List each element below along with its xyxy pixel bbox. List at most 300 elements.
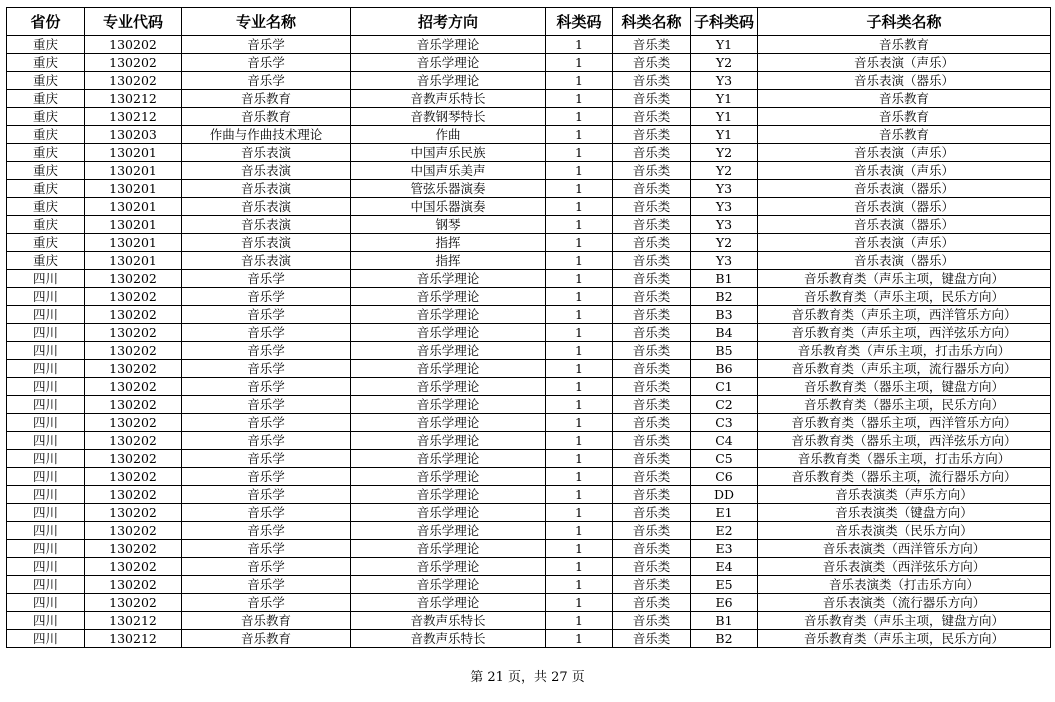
cell-category-name: 音乐类 bbox=[613, 576, 691, 594]
table-row bbox=[7, 306, 1051, 324]
cell-subcategory-name: 音乐表演（器乐） bbox=[758, 198, 1051, 216]
cell-category-name: 音乐类 bbox=[613, 468, 691, 486]
cell-category-code: 1 bbox=[546, 342, 613, 360]
table-row bbox=[7, 468, 1051, 486]
cell-province: 四川 bbox=[7, 306, 85, 324]
cell-category-name: 音乐类 bbox=[613, 522, 691, 540]
cell-province: 重庆 bbox=[7, 234, 85, 252]
table-row bbox=[7, 162, 1051, 180]
table-row bbox=[7, 72, 1051, 90]
header-category-name: 科类名称 bbox=[613, 8, 691, 36]
cell-direction: 音教钢琴特长 bbox=[351, 108, 546, 126]
cell-category-code: 1 bbox=[546, 90, 613, 108]
cell-major-name: 音乐教育 bbox=[182, 108, 351, 126]
cell-category-code: 1 bbox=[546, 126, 613, 144]
cell-major-code: 130202 bbox=[85, 378, 182, 396]
cell-major-code: 130201 bbox=[85, 144, 182, 162]
cell-major-name: 音乐教育 bbox=[182, 630, 351, 648]
cell-category-name: 音乐类 bbox=[613, 216, 691, 234]
table-row bbox=[7, 198, 1051, 216]
cell-province: 四川 bbox=[7, 396, 85, 414]
cell-direction: 音乐学理论 bbox=[351, 504, 546, 522]
cell-subcategory-name: 音乐表演（器乐） bbox=[758, 252, 1051, 270]
table-row bbox=[7, 378, 1051, 396]
cell-subcategory-name: 音乐表演类（西洋弦乐方向） bbox=[758, 558, 1051, 576]
cell-category-code: 1 bbox=[546, 396, 613, 414]
cell-subcategory-name: 音乐表演（器乐） bbox=[758, 216, 1051, 234]
cell-major-code: 130202 bbox=[85, 54, 182, 72]
cell-category-name: 音乐类 bbox=[613, 324, 691, 342]
cell-major-code: 130201 bbox=[85, 180, 182, 198]
cell-direction: 音乐学理论 bbox=[351, 270, 546, 288]
cell-category-code: 1 bbox=[546, 270, 613, 288]
header-major-name: 专业名称 bbox=[182, 8, 351, 36]
cell-subcategory-name: 音乐表演类（民乐方向） bbox=[758, 522, 1051, 540]
cell-subcategory-code: E2 bbox=[691, 522, 758, 540]
cell-category-name: 音乐类 bbox=[613, 432, 691, 450]
cell-subcategory-code: C5 bbox=[691, 450, 758, 468]
cell-category-name: 音乐类 bbox=[613, 360, 691, 378]
cell-province: 四川 bbox=[7, 414, 85, 432]
table-row bbox=[7, 216, 1051, 234]
cell-category-name: 音乐类 bbox=[613, 396, 691, 414]
cell-category-code: 1 bbox=[546, 432, 613, 450]
cell-subcategory-code: Y3 bbox=[691, 72, 758, 90]
cell-province: 四川 bbox=[7, 558, 85, 576]
cell-province: 四川 bbox=[7, 342, 85, 360]
cell-major-code: 130202 bbox=[85, 504, 182, 522]
cell-subcategory-code: B2 bbox=[691, 630, 758, 648]
table-row bbox=[7, 126, 1051, 144]
cell-province: 重庆 bbox=[7, 90, 85, 108]
table-row bbox=[7, 360, 1051, 378]
cell-direction: 指挥 bbox=[351, 252, 546, 270]
cell-direction: 音乐学理论 bbox=[351, 486, 546, 504]
cell-major-code: 130201 bbox=[85, 234, 182, 252]
table-row bbox=[7, 180, 1051, 198]
cell-major-name: 音乐学 bbox=[182, 378, 351, 396]
cell-major-code: 130201 bbox=[85, 198, 182, 216]
table-row bbox=[7, 144, 1051, 162]
cell-subcategory-code: B6 bbox=[691, 360, 758, 378]
cell-major-name: 音乐表演 bbox=[182, 198, 351, 216]
cell-category-code: 1 bbox=[546, 378, 613, 396]
cell-province: 四川 bbox=[7, 468, 85, 486]
cell-category-name: 音乐类 bbox=[613, 504, 691, 522]
cell-category-name: 音乐类 bbox=[613, 306, 691, 324]
cell-major-code: 130202 bbox=[85, 432, 182, 450]
cell-major-code: 130202 bbox=[85, 306, 182, 324]
cell-major-name: 音乐学 bbox=[182, 486, 351, 504]
cell-major-code: 130212 bbox=[85, 612, 182, 630]
cell-direction: 音乐学理论 bbox=[351, 522, 546, 540]
cell-category-code: 1 bbox=[546, 450, 613, 468]
cell-subcategory-name: 音乐教育类（声乐主项，民乐方向） bbox=[758, 630, 1051, 648]
cell-subcategory-name: 音乐教育类（声乐主项，民乐方向） bbox=[758, 288, 1051, 306]
cell-category-name: 音乐类 bbox=[613, 72, 691, 90]
cell-major-name: 音乐表演 bbox=[182, 216, 351, 234]
cell-direction: 中国乐器演奏 bbox=[351, 198, 546, 216]
cell-major-code: 130202 bbox=[85, 468, 182, 486]
cell-province: 重庆 bbox=[7, 144, 85, 162]
cell-major-code: 130202 bbox=[85, 558, 182, 576]
cell-subcategory-code: C1 bbox=[691, 378, 758, 396]
cell-subcategory-name: 音乐教育类（器乐主项，打击乐方向） bbox=[758, 450, 1051, 468]
cell-province: 四川 bbox=[7, 288, 85, 306]
cell-major-code: 130201 bbox=[85, 252, 182, 270]
cell-category-name: 音乐类 bbox=[613, 288, 691, 306]
cell-major-code: 130202 bbox=[85, 486, 182, 504]
cell-major-code: 130202 bbox=[85, 522, 182, 540]
cell-major-name: 音乐学 bbox=[182, 576, 351, 594]
table-row bbox=[7, 630, 1051, 648]
cell-subcategory-name: 音乐教育类（声乐主项，流行器乐方向） bbox=[758, 360, 1051, 378]
cell-subcategory-name: 音乐教育 bbox=[758, 108, 1051, 126]
cell-major-name: 音乐学 bbox=[182, 468, 351, 486]
cell-major-name: 音乐学 bbox=[182, 306, 351, 324]
table-row bbox=[7, 108, 1051, 126]
table-row bbox=[7, 54, 1051, 72]
cell-category-name: 音乐类 bbox=[613, 234, 691, 252]
cell-subcategory-name: 音乐教育类（器乐主项，流行器乐方向） bbox=[758, 468, 1051, 486]
cell-direction: 音乐学理论 bbox=[351, 558, 546, 576]
cell-direction: 管弦乐器演奏 bbox=[351, 180, 546, 198]
cell-category-code: 1 bbox=[546, 468, 613, 486]
cell-subcategory-code: DD bbox=[691, 486, 758, 504]
cell-category-code: 1 bbox=[546, 54, 613, 72]
cell-category-code: 1 bbox=[546, 216, 613, 234]
cell-subcategory-code: C3 bbox=[691, 414, 758, 432]
table-row bbox=[7, 270, 1051, 288]
cell-direction: 音教声乐特长 bbox=[351, 630, 546, 648]
cell-province: 四川 bbox=[7, 504, 85, 522]
cell-category-code: 1 bbox=[546, 576, 613, 594]
table-row bbox=[7, 234, 1051, 252]
table-row bbox=[7, 252, 1051, 270]
cell-direction: 中国声乐民族 bbox=[351, 144, 546, 162]
cell-subcategory-code: Y2 bbox=[691, 234, 758, 252]
cell-category-code: 1 bbox=[546, 306, 613, 324]
cell-major-name: 音乐表演 bbox=[182, 162, 351, 180]
cell-major-code: 130202 bbox=[85, 414, 182, 432]
cell-category-code: 1 bbox=[546, 504, 613, 522]
cell-category-name: 音乐类 bbox=[613, 36, 691, 54]
table-row bbox=[7, 432, 1051, 450]
data-table bbox=[6, 7, 1051, 648]
cell-major-code: 130202 bbox=[85, 36, 182, 54]
cell-major-name: 音乐表演 bbox=[182, 234, 351, 252]
cell-category-name: 音乐类 bbox=[613, 180, 691, 198]
cell-major-code: 130202 bbox=[85, 360, 182, 378]
cell-direction: 音乐学理论 bbox=[351, 540, 546, 558]
cell-direction: 钢琴 bbox=[351, 216, 546, 234]
cell-province: 四川 bbox=[7, 594, 85, 612]
cell-direction: 音乐学理论 bbox=[351, 342, 546, 360]
cell-subcategory-code: B1 bbox=[691, 270, 758, 288]
table-row bbox=[7, 522, 1051, 540]
cell-category-name: 音乐类 bbox=[613, 414, 691, 432]
table-row bbox=[7, 288, 1051, 306]
cell-subcategory-name: 音乐教育类（器乐主项，民乐方向） bbox=[758, 396, 1051, 414]
cell-province: 四川 bbox=[7, 612, 85, 630]
cell-major-name: 音乐表演 bbox=[182, 144, 351, 162]
cell-category-code: 1 bbox=[546, 612, 613, 630]
cell-direction: 音乐学理论 bbox=[351, 324, 546, 342]
cell-major-name: 音乐学 bbox=[182, 594, 351, 612]
cell-province: 重庆 bbox=[7, 198, 85, 216]
cell-subcategory-code: E6 bbox=[691, 594, 758, 612]
cell-major-name: 音乐教育 bbox=[182, 90, 351, 108]
cell-category-name: 音乐类 bbox=[613, 108, 691, 126]
table-body bbox=[7, 36, 1051, 648]
header-direction: 招考方向 bbox=[351, 8, 546, 36]
cell-major-code: 130212 bbox=[85, 630, 182, 648]
cell-category-code: 1 bbox=[546, 540, 613, 558]
cell-category-code: 1 bbox=[546, 288, 613, 306]
cell-province: 四川 bbox=[7, 576, 85, 594]
cell-category-name: 音乐类 bbox=[613, 630, 691, 648]
cell-subcategory-code: Y3 bbox=[691, 252, 758, 270]
cell-subcategory-code: B1 bbox=[691, 612, 758, 630]
cell-major-name: 音乐学 bbox=[182, 288, 351, 306]
cell-category-code: 1 bbox=[546, 36, 613, 54]
cell-province: 四川 bbox=[7, 540, 85, 558]
cell-direction: 音乐学理论 bbox=[351, 414, 546, 432]
table-row bbox=[7, 576, 1051, 594]
cell-subcategory-code: Y2 bbox=[691, 54, 758, 72]
cell-province: 重庆 bbox=[7, 126, 85, 144]
cell-subcategory-name: 音乐表演类（流行器乐方向） bbox=[758, 594, 1051, 612]
cell-major-code: 130212 bbox=[85, 108, 182, 126]
cell-subcategory-name: 音乐教育类（声乐主项，西洋管乐方向） bbox=[758, 306, 1051, 324]
cell-province: 重庆 bbox=[7, 72, 85, 90]
cell-category-name: 音乐类 bbox=[613, 486, 691, 504]
table-row bbox=[7, 36, 1051, 54]
cell-province: 重庆 bbox=[7, 216, 85, 234]
table-row bbox=[7, 540, 1051, 558]
cell-major-name: 作曲与作曲技术理论 bbox=[182, 126, 351, 144]
cell-province: 重庆 bbox=[7, 54, 85, 72]
cell-category-code: 1 bbox=[546, 144, 613, 162]
cell-subcategory-name: 音乐教育类（声乐主项，键盘方向） bbox=[758, 270, 1051, 288]
cell-province: 四川 bbox=[7, 324, 85, 342]
cell-subcategory-code: Y3 bbox=[691, 180, 758, 198]
table-row bbox=[7, 324, 1051, 342]
cell-major-code: 130202 bbox=[85, 72, 182, 90]
header-subcategory-name: 子科类名称 bbox=[758, 8, 1051, 36]
cell-direction: 音乐学理论 bbox=[351, 360, 546, 378]
cell-province: 重庆 bbox=[7, 162, 85, 180]
cell-major-name: 音乐学 bbox=[182, 504, 351, 522]
cell-subcategory-name: 音乐教育类（声乐主项，打击乐方向） bbox=[758, 342, 1051, 360]
cell-subcategory-code: C2 bbox=[691, 396, 758, 414]
page-number: 第 21 页，共 27 页 bbox=[470, 670, 585, 685]
cell-major-name: 音乐学 bbox=[182, 414, 351, 432]
cell-category-code: 1 bbox=[546, 486, 613, 504]
cell-category-name: 音乐类 bbox=[613, 90, 691, 108]
header-province: 省份 bbox=[7, 8, 85, 36]
cell-major-code: 130212 bbox=[85, 90, 182, 108]
cell-major-code: 130202 bbox=[85, 324, 182, 342]
table-row bbox=[7, 450, 1051, 468]
cell-category-code: 1 bbox=[546, 324, 613, 342]
cell-subcategory-code: Y2 bbox=[691, 144, 758, 162]
cell-subcategory-code: Y1 bbox=[691, 108, 758, 126]
cell-province: 四川 bbox=[7, 378, 85, 396]
cell-major-code: 130202 bbox=[85, 270, 182, 288]
cell-category-code: 1 bbox=[546, 522, 613, 540]
cell-major-code: 130202 bbox=[85, 594, 182, 612]
cell-subcategory-code: Y3 bbox=[691, 198, 758, 216]
table-row bbox=[7, 414, 1051, 432]
cell-major-name: 音乐学 bbox=[182, 342, 351, 360]
cell-category-name: 音乐类 bbox=[613, 378, 691, 396]
cell-subcategory-name: 音乐表演（声乐） bbox=[758, 234, 1051, 252]
cell-direction: 音乐学理论 bbox=[351, 36, 546, 54]
cell-category-code: 1 bbox=[546, 252, 613, 270]
header-category-code: 科类码 bbox=[546, 8, 613, 36]
cell-major-name: 音乐教育 bbox=[182, 612, 351, 630]
cell-province: 四川 bbox=[7, 270, 85, 288]
cell-subcategory-code: E1 bbox=[691, 504, 758, 522]
cell-subcategory-name: 音乐表演（器乐） bbox=[758, 180, 1051, 198]
cell-major-code: 130202 bbox=[85, 396, 182, 414]
cell-category-code: 1 bbox=[546, 198, 613, 216]
cell-category-name: 音乐类 bbox=[613, 162, 691, 180]
cell-subcategory-code: Y1 bbox=[691, 90, 758, 108]
cell-direction: 音乐学理论 bbox=[351, 594, 546, 612]
cell-subcategory-name: 音乐表演（器乐） bbox=[758, 72, 1051, 90]
cell-major-name: 音乐学 bbox=[182, 324, 351, 342]
cell-category-name: 音乐类 bbox=[613, 270, 691, 288]
header-row bbox=[7, 8, 1051, 36]
cell-category-name: 音乐类 bbox=[613, 558, 691, 576]
cell-category-code: 1 bbox=[546, 630, 613, 648]
cell-major-code: 130202 bbox=[85, 288, 182, 306]
cell-direction: 音教声乐特长 bbox=[351, 90, 546, 108]
cell-major-name: 音乐学 bbox=[182, 72, 351, 90]
cell-subcategory-code: C6 bbox=[691, 468, 758, 486]
cell-direction: 音乐学理论 bbox=[351, 576, 546, 594]
cell-category-code: 1 bbox=[546, 108, 613, 126]
cell-province: 重庆 bbox=[7, 36, 85, 54]
header-major-code: 专业代码 bbox=[85, 8, 182, 36]
cell-category-name: 音乐类 bbox=[613, 126, 691, 144]
cell-category-name: 音乐类 bbox=[613, 144, 691, 162]
cell-subcategory-code: Y2 bbox=[691, 162, 758, 180]
cell-major-name: 音乐学 bbox=[182, 540, 351, 558]
cell-direction: 音乐学理论 bbox=[351, 54, 546, 72]
cell-province: 重庆 bbox=[7, 108, 85, 126]
cell-major-code: 130202 bbox=[85, 576, 182, 594]
cell-subcategory-code: Y1 bbox=[691, 36, 758, 54]
cell-direction: 音乐学理论 bbox=[351, 432, 546, 450]
cell-direction: 音乐学理论 bbox=[351, 450, 546, 468]
cell-subcategory-name: 音乐表演（声乐） bbox=[758, 162, 1051, 180]
cell-category-name: 音乐类 bbox=[613, 540, 691, 558]
cell-category-code: 1 bbox=[546, 360, 613, 378]
cell-direction: 指挥 bbox=[351, 234, 546, 252]
table-row bbox=[7, 612, 1051, 630]
cell-province: 四川 bbox=[7, 630, 85, 648]
cell-subcategory-code: Y3 bbox=[691, 216, 758, 234]
cell-major-code: 130202 bbox=[85, 450, 182, 468]
cell-subcategory-code: B4 bbox=[691, 324, 758, 342]
cell-direction: 音乐学理论 bbox=[351, 468, 546, 486]
cell-direction: 音乐学理论 bbox=[351, 378, 546, 396]
cell-category-name: 音乐类 bbox=[613, 594, 691, 612]
cell-direction: 音乐学理论 bbox=[351, 396, 546, 414]
cell-major-name: 音乐学 bbox=[182, 432, 351, 450]
cell-subcategory-code: E3 bbox=[691, 540, 758, 558]
cell-major-name: 音乐学 bbox=[182, 396, 351, 414]
cell-subcategory-code: E4 bbox=[691, 558, 758, 576]
cell-subcategory-name: 音乐教育类（器乐主项，西洋管乐方向） bbox=[758, 414, 1051, 432]
cell-subcategory-name: 音乐教育类（声乐主项，键盘方向） bbox=[758, 612, 1051, 630]
cell-category-code: 1 bbox=[546, 180, 613, 198]
cell-major-name: 音乐学 bbox=[182, 450, 351, 468]
cell-province: 四川 bbox=[7, 486, 85, 504]
cell-province: 重庆 bbox=[7, 180, 85, 198]
cell-major-code: 130201 bbox=[85, 216, 182, 234]
cell-direction: 作曲 bbox=[351, 126, 546, 144]
cell-subcategory-name: 音乐表演类（声乐方向） bbox=[758, 486, 1051, 504]
cell-major-code: 130202 bbox=[85, 540, 182, 558]
cell-subcategory-name: 音乐教育 bbox=[758, 126, 1051, 144]
cell-category-code: 1 bbox=[546, 162, 613, 180]
cell-major-name: 音乐学 bbox=[182, 522, 351, 540]
header-subcategory-code: 子科类码 bbox=[691, 8, 758, 36]
cell-major-code: 130201 bbox=[85, 162, 182, 180]
cell-category-code: 1 bbox=[546, 414, 613, 432]
cell-direction: 中国声乐美声 bbox=[351, 162, 546, 180]
cell-subcategory-code: B3 bbox=[691, 306, 758, 324]
cell-major-name: 音乐表演 bbox=[182, 252, 351, 270]
cell-province: 四川 bbox=[7, 450, 85, 468]
cell-category-name: 音乐类 bbox=[613, 612, 691, 630]
cell-major-name: 音乐学 bbox=[182, 360, 351, 378]
cell-subcategory-name: 音乐教育 bbox=[758, 90, 1051, 108]
cell-subcategory-name: 音乐教育 bbox=[758, 36, 1051, 54]
cell-province: 四川 bbox=[7, 360, 85, 378]
cell-province: 四川 bbox=[7, 432, 85, 450]
cell-subcategory-name: 音乐表演类（键盘方向） bbox=[758, 504, 1051, 522]
cell-direction: 音乐学理论 bbox=[351, 306, 546, 324]
table-row bbox=[7, 342, 1051, 360]
table-row bbox=[7, 504, 1051, 522]
cell-subcategory-name: 音乐表演（声乐） bbox=[758, 54, 1051, 72]
table-row bbox=[7, 594, 1051, 612]
cell-category-name: 音乐类 bbox=[613, 252, 691, 270]
cell-major-name: 音乐学 bbox=[182, 270, 351, 288]
cell-major-code: 130203 bbox=[85, 126, 182, 144]
cell-major-name: 音乐学 bbox=[182, 558, 351, 576]
table-row bbox=[7, 396, 1051, 414]
cell-major-name: 音乐表演 bbox=[182, 180, 351, 198]
cell-category-code: 1 bbox=[546, 594, 613, 612]
table-row bbox=[7, 558, 1051, 576]
cell-direction: 音乐学理论 bbox=[351, 72, 546, 90]
cell-major-code: 130202 bbox=[85, 342, 182, 360]
cell-subcategory-code: B2 bbox=[691, 288, 758, 306]
cell-direction: 音乐学理论 bbox=[351, 288, 546, 306]
cell-major-name: 音乐学 bbox=[182, 36, 351, 54]
cell-subcategory-name: 音乐表演类（西洋管乐方向） bbox=[758, 540, 1051, 558]
cell-category-code: 1 bbox=[546, 72, 613, 90]
cell-major-name: 音乐学 bbox=[182, 54, 351, 72]
cell-subcategory-code: C4 bbox=[691, 432, 758, 450]
cell-category-code: 1 bbox=[546, 558, 613, 576]
